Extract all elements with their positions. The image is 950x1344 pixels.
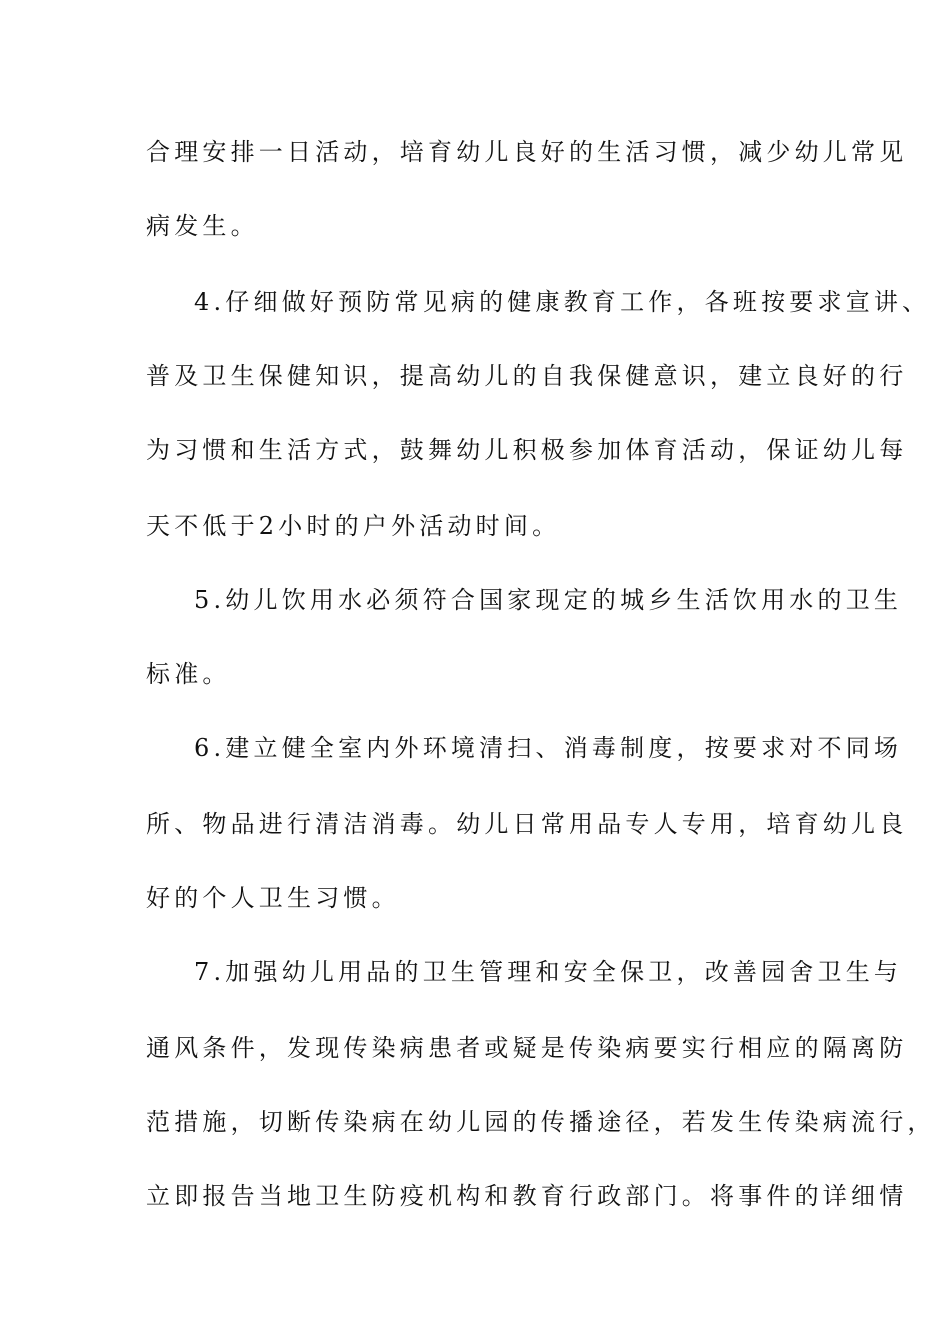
paragraph-line: 合理安排一日活动，培育幼儿良好的生活习惯，减少幼儿常见	[146, 138, 908, 166]
paragraph-line: 4.仔细做好预防常见病的健康教育工作，各班按要求宣讲、	[194, 288, 931, 316]
paragraph-line: 7.加强幼儿用品的卫生管理和安全保卫，改善园舍卫生与	[194, 958, 903, 986]
paragraph-line: 为习惯和生活方式，鼓舞幼儿积极参加体育活动，保证幼儿每	[146, 436, 908, 464]
paragraph-line: 5.幼儿饮用水必须符合国家现定的城乡生活饮用水的卫生	[194, 586, 903, 614]
paragraph-line: 所、物品进行清洁消毒。幼儿日常用品专人专用，培育幼儿良	[146, 810, 908, 838]
paragraph-line: 通风条件，发现传染病患者或疑是传染病要实行相应的隔离防	[146, 1034, 908, 1062]
paragraph-line: 立即报告当地卫生防疫机构和教育行政部门。将事件的详细情	[146, 1182, 908, 1210]
paragraph-line: 范措施，切断传染病在幼儿园的传播途径，若发生传染病流行，	[146, 1108, 936, 1136]
paragraph-line: 6.建立健全室内外环境清扫、消毒制度，按要求对不同场	[194, 734, 903, 762]
paragraph-line: 普及卫生保健知识，提高幼儿的自我保健意识，建立良好的行	[146, 362, 908, 390]
paragraph-line: 病发生。	[146, 212, 259, 240]
paragraph-line: 天不低于2小时的户外活动时间。	[146, 512, 561, 540]
paragraph-line: 好的个人卫生习惯。	[146, 884, 400, 912]
paragraph-line: 标准。	[146, 660, 231, 688]
